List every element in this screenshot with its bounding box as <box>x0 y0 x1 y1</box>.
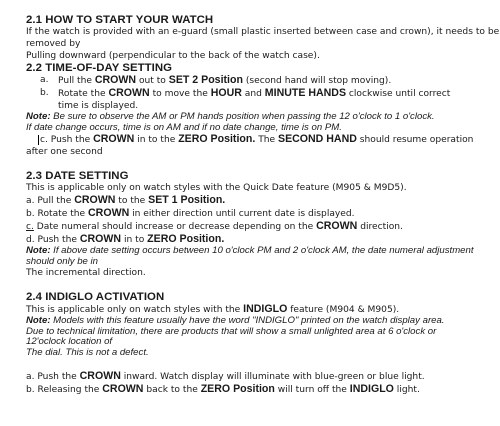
text: The <box>255 135 278 145</box>
text: Date numeral should increase or decrease depending on the <box>33 222 317 232</box>
paragraph-line: This is applicable only on watch styles with the Quick Date feature (M905 & M9D5). <box>26 183 407 193</box>
text: feature (M904 & M905). <box>287 305 400 315</box>
list-item-release-crown <box>26 383 492 396</box>
text: b. Rotate the <box>26 209 89 219</box>
list-marker: a. <box>40 75 49 85</box>
keyword: CROWN <box>94 74 137 86</box>
note-line <box>26 246 492 257</box>
list-marker: b. <box>40 88 49 98</box>
text: will turn off the <box>274 385 350 395</box>
text: should resume operation <box>356 135 474 145</box>
keyword: ZERO Position <box>200 383 275 395</box>
keyword: ZERO Position. <box>178 133 256 145</box>
keyword: INDIGLO <box>243 303 288 315</box>
paragraph-line: The incremental direction. <box>26 268 146 278</box>
section-heading-indiglo: 2.4 INDIGLO ACTIVATION <box>26 291 165 303</box>
text: d. Push the <box>26 235 80 245</box>
text: to move the <box>149 89 211 99</box>
text: Pull the <box>58 76 95 86</box>
text: direction. <box>357 222 403 232</box>
note-text: If above date setting occurs between 10 o'clock PM and 2 o'clock AM, the date numeral adjustment <box>50 245 474 256</box>
keyword: MINUTE HANDS <box>264 87 347 99</box>
note-line: If date change occurs, time is on AM and if no date change, time is on PM. <box>26 121 342 133</box>
section-heading-time-of-day: 2.2 TIME-OF-DAY SETTING <box>26 62 173 74</box>
keyword: CROWN <box>88 207 130 219</box>
section-heading-start-watch: 2.1 HOW TO START YOUR WATCH <box>26 14 214 26</box>
note-line <box>26 316 492 327</box>
keyword: ZERO Position. <box>147 233 225 245</box>
paragraph-line: removed by <box>26 39 81 49</box>
list-item-date-numeral <box>26 220 492 233</box>
note-label: Note: <box>26 111 51 122</box>
keyword: SET 1 Position. <box>148 194 226 206</box>
text: Rotate the <box>58 89 109 99</box>
text: in either direction until current date is displayed. <box>129 209 355 219</box>
note-text: Models with this feature usually have the word "INDIGLO" printed on the watch display area. <box>50 315 445 326</box>
keyword: CROWN <box>108 87 150 99</box>
paragraph-line: after one second <box>26 147 103 157</box>
keyword: SET 2 Position <box>168 74 243 86</box>
keyword: CROWN <box>102 383 144 395</box>
note-line: The dial. This is not a defect. <box>26 346 149 358</box>
keyword: INDIGLO <box>349 383 394 395</box>
list-item-push-crown <box>26 133 492 146</box>
text: a. Push the <box>26 372 80 382</box>
manual-page <box>26 14 500 396</box>
keyword: SECOND HAND <box>278 133 357 145</box>
note-label: Note: <box>26 315 51 326</box>
text: a. Pull the <box>26 196 75 206</box>
note-line: 12'oclock location of <box>26 336 113 347</box>
text: (second hand will stop moving). <box>242 76 392 86</box>
text: b. Releasing the <box>26 385 103 395</box>
keyword: CROWN <box>316 220 358 232</box>
text: to the <box>115 196 149 206</box>
list-marker: c. <box>26 222 34 232</box>
keyword: CROWN <box>79 233 122 245</box>
text: and <box>241 89 265 99</box>
text: back to the <box>143 385 201 395</box>
list-item-pull-crown <box>26 74 492 87</box>
note-line: should only be in <box>26 255 99 267</box>
keyword: CROWN <box>74 194 116 206</box>
keyword: CROWN <box>93 133 135 145</box>
note-line <box>26 112 492 123</box>
list-item-push-crown <box>26 370 492 383</box>
list-item-rotate-crown <box>26 207 492 220</box>
text-cursor <box>38 135 93 145</box>
text: clockwise until correct time is displayed. <box>58 89 451 111</box>
text: c. Push the <box>40 135 94 145</box>
section-heading-date-setting: 2.3 DATE SETTING <box>26 170 129 182</box>
list-item-pull-crown <box>26 194 492 207</box>
keyword: CROWN <box>79 370 121 382</box>
text: inward. Watch display will illuminate with blue-green or blue light. <box>120 372 425 382</box>
keyword: HOUR <box>210 87 242 99</box>
note-label: Note: <box>26 245 51 256</box>
text: This is applicable only on watch styles with the <box>26 305 244 315</box>
text: light. <box>393 385 420 395</box>
text: in to <box>121 235 148 245</box>
paragraph-line: Pulling downward (perpendicular to the back of the watch case). <box>26 51 320 61</box>
note-text: Be sure to observe the AM or PM hands position when passing the 12 o'clock to 1 o'clock. <box>50 111 435 122</box>
text: out to <box>136 76 169 86</box>
note-line: Due to technical limitation, there are products that will show a small unlighted area at 6 o'clock or <box>26 325 437 337</box>
text: in to the <box>134 135 179 145</box>
paragraph-line: If the watch is provided with an e-guard (small plastic inserted between case and crown), it needs to be <box>26 27 500 37</box>
list-item-rotate-crown <box>26 87 492 112</box>
